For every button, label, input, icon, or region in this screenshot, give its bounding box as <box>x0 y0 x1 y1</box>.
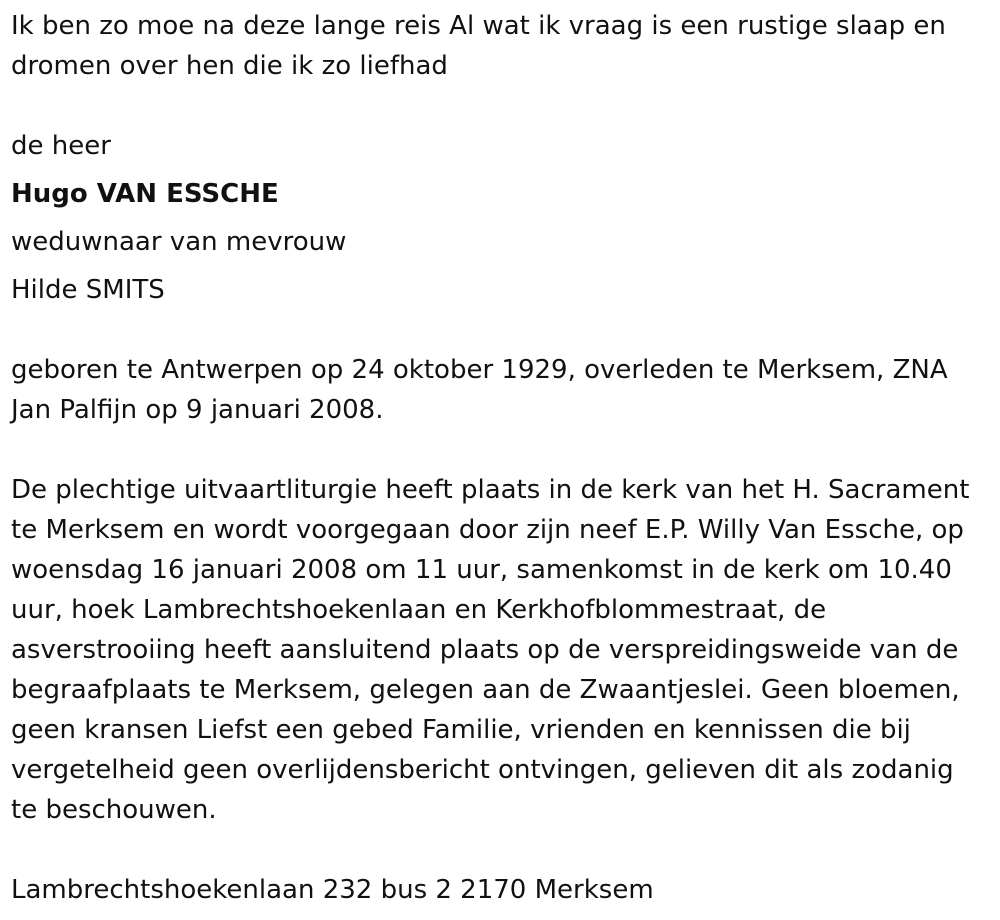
obituary-notice <box>11 6 986 910</box>
spouse-name: Hilde SMITS <box>11 275 165 305</box>
spacer <box>11 86 986 126</box>
birth-death-text: geboren te Antwerpen op 24 oktober 1929, overleden te Merksem, ZNA Jan Palfijn op 9 januari 2008. <box>11 355 948 425</box>
address-text: Lambrechtshoekenlaan 232 bus 2 2170 Merksem <box>11 875 654 905</box>
relation-text: weduwnaar van mevrouw <box>11 227 347 257</box>
epitaph-text: Ik ben zo moe na deze lange reis Al wat ik vraag is een rustige slaap en dromen over hen die ik zo liefhad <box>11 11 946 81</box>
title-prefix: de heer <box>11 131 111 161</box>
deceased-name: Hugo VAN ESSCHE <box>11 179 279 209</box>
ceremony-text: De plechtige uitvaartliturgie heeft plaats in de kerk van het H. Sacrament te Merksem en wordt voorgegaan door zijn neef E.P. Willy Van Essche, op woensdag 16 januari 2008 om 11 uur, samenkomst in de kerk om 10.40 uur, hoek Lambrechtshoekenlaan en Kerkhofblommestraat, de asverstrooiing heeft aansluitend plaats op de verspreidingsweide van de begraafplaats te Merksem, gelegen aan de Zwaantjeslei. Geen bloemen, geen kransen Liefst een gebed Familie, vrienden en kennissen die bij vergetelheid geen overlijdensbericht ontvingen, gelieven dit als zodanig te beschouwen. <box>11 475 970 825</box>
spacer <box>11 310 986 350</box>
spacer <box>11 430 986 470</box>
